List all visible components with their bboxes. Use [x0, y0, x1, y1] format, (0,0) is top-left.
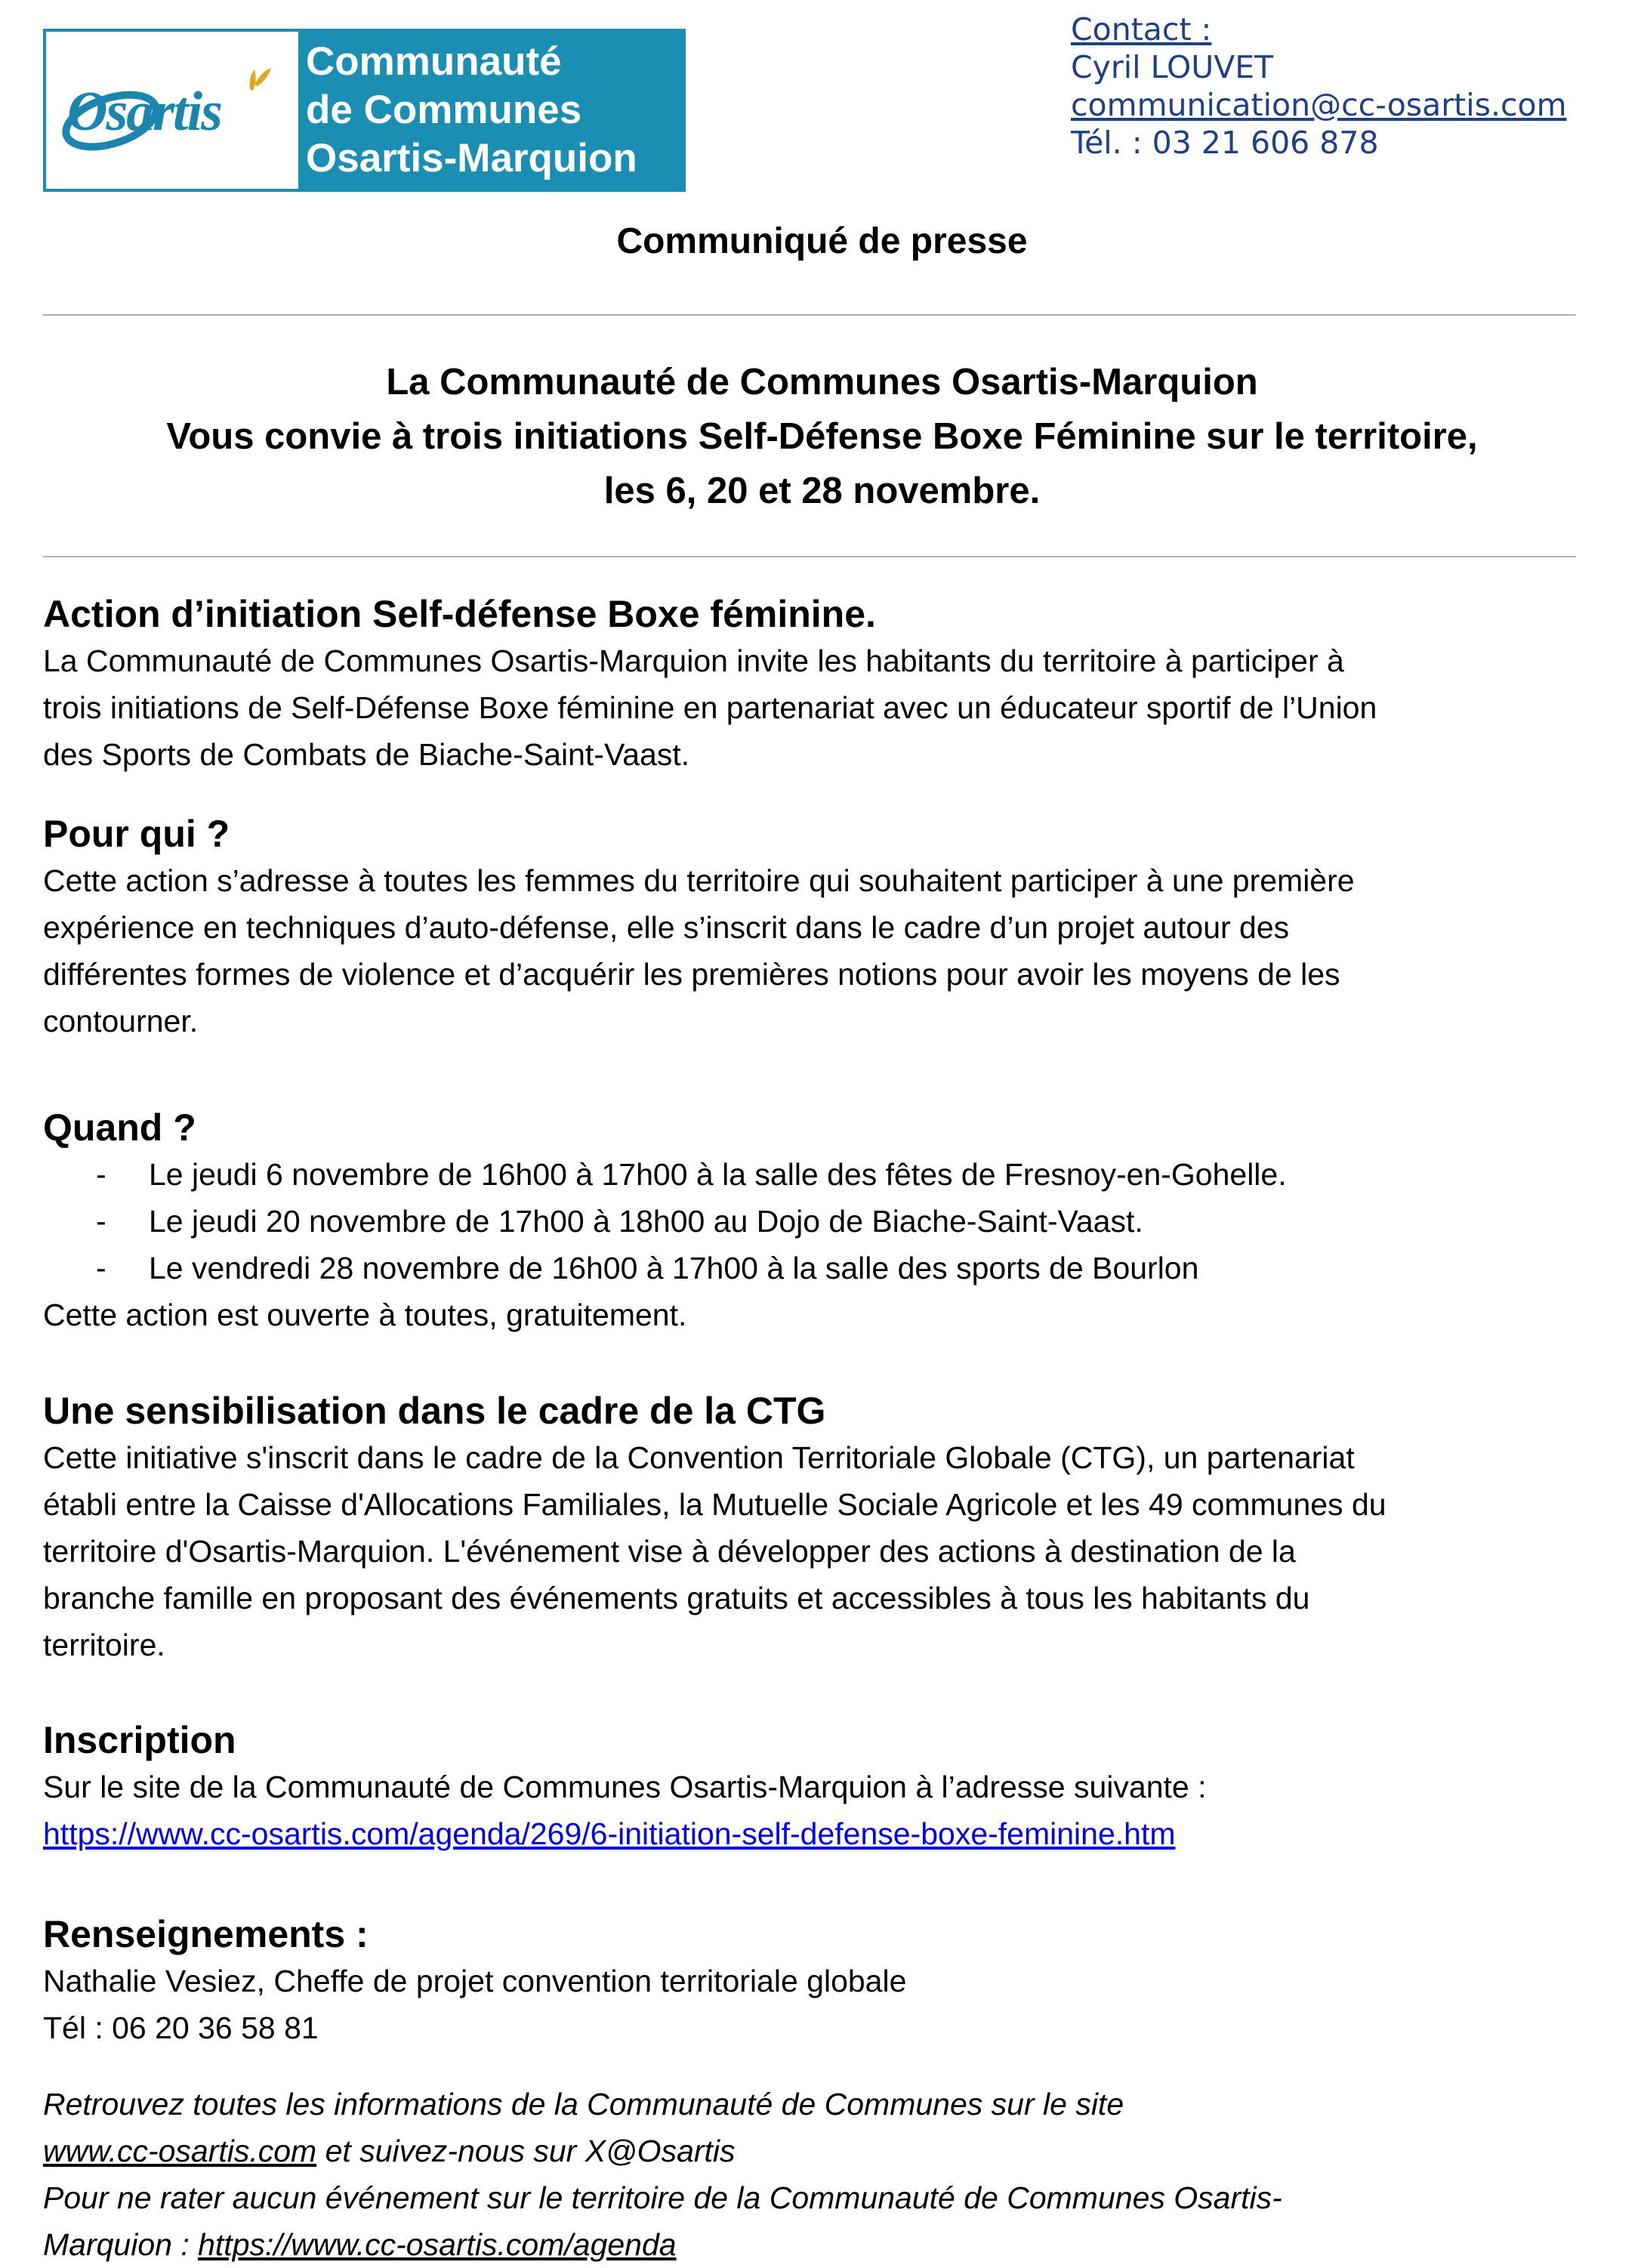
logo-title-box: [298, 32, 686, 189]
list-item: - Le jeudi 20 novembre de 17h00 à 18h00 au Dojo de Biache-Saint-Vaast.: [43, 1198, 1591, 1245]
section-pour-qui: [43, 810, 1591, 1045]
divider: [43, 556, 1576, 557]
footer-line: www.cc-osartis.com et suivez-nous sur X@Osartis: [43, 2134, 736, 2168]
footer-line: Pour ne rater aucun événement sur le territoire de la Communauté de Communes Osartis-: [43, 2180, 1282, 2215]
bullet-dash: -: [96, 1251, 106, 1285]
paragraph-line: différentes formes de violence et d’acquérir les premières notions pour avoir les moyens de les: [43, 957, 1340, 992]
contact-email-link[interactable]: communication@cc-osartis.com: [1071, 87, 1567, 123]
paragraph-line: Sur le site de la Communauté de Communes Osartis-Marquion à l’adresse suivante :: [43, 1770, 1207, 1804]
section-action: [43, 591, 1591, 778]
logo-line: Communauté: [306, 39, 562, 84]
list-item: - Le jeudi 6 novembre de 16h00 à 17h00 à la salle des fêtes de Fresnoy-en-Gohelle.: [43, 1151, 1591, 1198]
press-release-label: Communiqué de presse: [616, 221, 1028, 261]
registration-link[interactable]: https://www.cc-osartis.com/agenda/269/6-initiation-self-defense-boxe-feminine.htm: [43, 1816, 1176, 1851]
section-ctg: [43, 1387, 1591, 1668]
paragraph-line: Cette action est ouverte à toutes, gratuitement.: [43, 1298, 687, 1332]
headline-line: Vous convie à trois initiations Self-Défense Boxe Féminine sur le territoire,: [166, 416, 1478, 457]
section-title: Pour qui ?: [43, 813, 230, 855]
paragraph-line: territoire.: [43, 1628, 165, 1662]
section-inscription: [43, 1717, 1591, 1857]
logo-brand-text: Osartis: [67, 81, 221, 143]
footer-line: Marquion : https://www.cc-osartis.com/agenda: [43, 2227, 677, 2262]
bullet-dash: -: [96, 1204, 106, 1239]
contact-label: Contact :: [1071, 11, 1212, 48]
contact-phone: Tél. : 03 21 606 878: [1071, 125, 1379, 161]
website-link[interactable]: www.cc-osartis.com: [43, 2134, 317, 2168]
section-title: Une sensibilisation dans le cadre de la CTG: [43, 1390, 826, 1432]
paragraph-line: La Communauté de Communes Osartis-Marquion invite les habitants du territoire à participer à: [43, 643, 1344, 678]
paragraph-line: territoire d'Osartis-Marquion. L'événement vise à développer des actions à destination de la: [43, 1534, 1296, 1569]
paragraph-line: Cette action s’adresse à toutes les femmes du territoire qui souhaitent participer à une première: [43, 863, 1355, 898]
paragraph-line: branche famille en proposant des événements gratuits et accessibles à tous les habitants du: [43, 1581, 1310, 1615]
bullet-dash: -: [96, 1157, 106, 1192]
paragraph-line: expérience en techniques d’auto-défense, elle s’inscrit dans le cadre d’un projet autour des: [43, 910, 1290, 945]
list-item: - Le vendredi 28 novembre de 16h00 à 17h00 à la salle des sports de Bourlon: [43, 1245, 1591, 1291]
contact-phone: Tél : 06 20 36 58 81: [43, 2010, 319, 2045]
contact-name: Cyril LOUVET: [1071, 49, 1274, 85]
contact-person: Nathalie Vesiez, Cheffe de projet convention territoriale globale: [43, 1964, 907, 1998]
contact-block: [1071, 11, 1567, 162]
paragraph-line: établi entre la Caisse d'Allocations Familiales, la Mutuelle Sociale Agricole et les 49 communes du: [43, 1487, 1386, 1522]
headline-line: La Communauté de Communes Osartis-Marquion: [386, 362, 1258, 403]
section-renseignements: [43, 1911, 1591, 2051]
osartis-logo-mark: [52, 36, 294, 184]
paragraph-line: trois initiations de Self-Défense Boxe féminine en partenariat avec un éducateur sportif de l’Union: [43, 690, 1377, 725]
footer-line: Retrouvez toutes les informations de la Communauté de Communes sur le site: [43, 2087, 1124, 2121]
organization-logo: [43, 29, 686, 192]
divider: [43, 314, 1576, 316]
logo-line: de Communes: [306, 88, 582, 132]
section-title: Quand ?: [43, 1106, 196, 1149]
logo-line: Osartis-Marquion: [306, 136, 637, 181]
paragraph-line: Cette initiative s'inscrit dans le cadre de la Convention Territoriale Globale (CTG), un partenariat: [43, 1440, 1355, 1475]
section-title: Action d’initiation Self-défense Boxe féminine.: [43, 593, 876, 635]
paragraph-line: des Sports de Combats de Biache-Saint-Vaast.: [43, 737, 690, 772]
section-title: Inscription: [43, 1719, 236, 1761]
section-title: Renseignements :: [43, 1913, 369, 1955]
footer-notes: [43, 2081, 1591, 2268]
paragraph-line: contourner.: [43, 1004, 199, 1038]
headline-line: les 6, 20 et 28 novembre.: [603, 471, 1041, 511]
schedule-list: [43, 1151, 1591, 1291]
headline: [0, 355, 1644, 518]
section-quand: [43, 1104, 1591, 1338]
agenda-link[interactable]: https://www.cc-osartis.com/agenda: [198, 2227, 677, 2262]
